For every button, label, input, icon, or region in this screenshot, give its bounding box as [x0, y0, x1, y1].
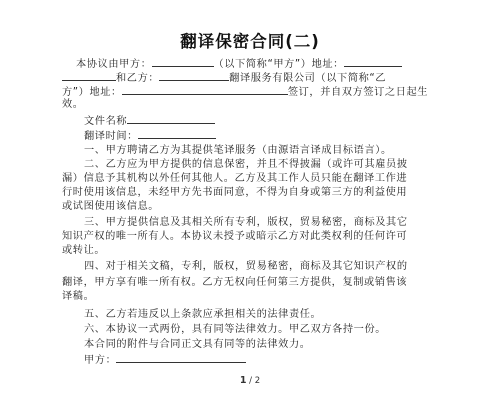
- clause-1: 一、甲方聘请乙方为其提供笔译服务（由源语言译成目标语言）。: [84, 145, 392, 156]
- party-a-name-blank: [152, 56, 214, 67]
- clause-3-cont: 知识产权的唯一所有人。本协议未授予或暗示乙方对此类权利的任何许可: [62, 231, 408, 242]
- party-a-sign-blank: [116, 352, 246, 363]
- party-a-sign-line: [84, 352, 246, 368]
- page-total: / 2: [249, 376, 261, 386]
- clause-3: 三、甲方提供信息及其相关所有专利，版权，贸易秘密，商标及其它: [84, 217, 408, 228]
- document-title: 翻译保密合同(二): [180, 32, 320, 51]
- clause-4: 四、对于相关文稿，专利，版权，贸易秘密，商标及其它知识产权的: [84, 261, 408, 272]
- page-number: 1: [239, 375, 247, 386]
- attachment-clause: 本合同的附件与合同正文具有同等的法律效力。: [84, 339, 311, 350]
- translate-time-line: [84, 128, 216, 144]
- clause-4-cont: 译稿。: [62, 291, 95, 302]
- translate-time-label: 翻译时间：: [84, 131, 138, 142]
- page-footer: [0, 375, 500, 386]
- translate-time-blank: [138, 128, 216, 139]
- clause-3-cont: 或转让。: [62, 245, 106, 256]
- party-b-abbr-end: 方”）地址：: [62, 87, 122, 98]
- and-party-b: 和乙方：: [116, 73, 160, 84]
- clause-4-cont: 翻译，甲方享有唯一所有权。乙方无权向任何第三方提供，复制或销售该: [62, 277, 408, 288]
- clause-2: 二、乙方应为甲方提供的信息保密，并且不得披漏（或许可其雇员披: [84, 159, 408, 170]
- party-a-abbr: （以下简称“甲方”）地址：: [213, 59, 344, 70]
- doc-name-blank: [127, 113, 215, 124]
- party-a-sign-label: 甲方：: [84, 355, 117, 366]
- doc-name-line: [84, 113, 215, 129]
- party-b-address-blank: [122, 84, 288, 95]
- party-a-prefix: 本协议由甲方：: [76, 59, 152, 70]
- party-a-address-blank: [344, 56, 402, 67]
- clause-2-cont: 漏）信息予其机构以外任何其他人。乙方及其工作人员只能在翻译工作进: [62, 173, 408, 184]
- effect-line: 效。: [62, 99, 84, 110]
- party-b-address-line: [62, 84, 428, 100]
- party-b-name-blank: [159, 70, 229, 81]
- clause-2-cont: 或试图使用该信息。: [62, 201, 160, 212]
- clause-6: 六、本协议一式两份，具有同等法律效力。甲乙双方各持一份。: [84, 324, 387, 335]
- doc-name-label: 文件名称: [84, 116, 128, 127]
- sign-clause: 签订，并自双方签订之日起生: [287, 87, 429, 98]
- party-b-company: 翻译服务有限公司（以下简称“乙: [229, 73, 387, 84]
- party-a-address-blank-cont: [62, 70, 116, 81]
- clause-5: 五、乙方若违反以上条款应承担相关的法律责任。: [84, 309, 322, 320]
- clause-2-cont: 行时使用该信息，未经甲方先书面同意，不得为自身或第三方的利益使用: [62, 187, 408, 198]
